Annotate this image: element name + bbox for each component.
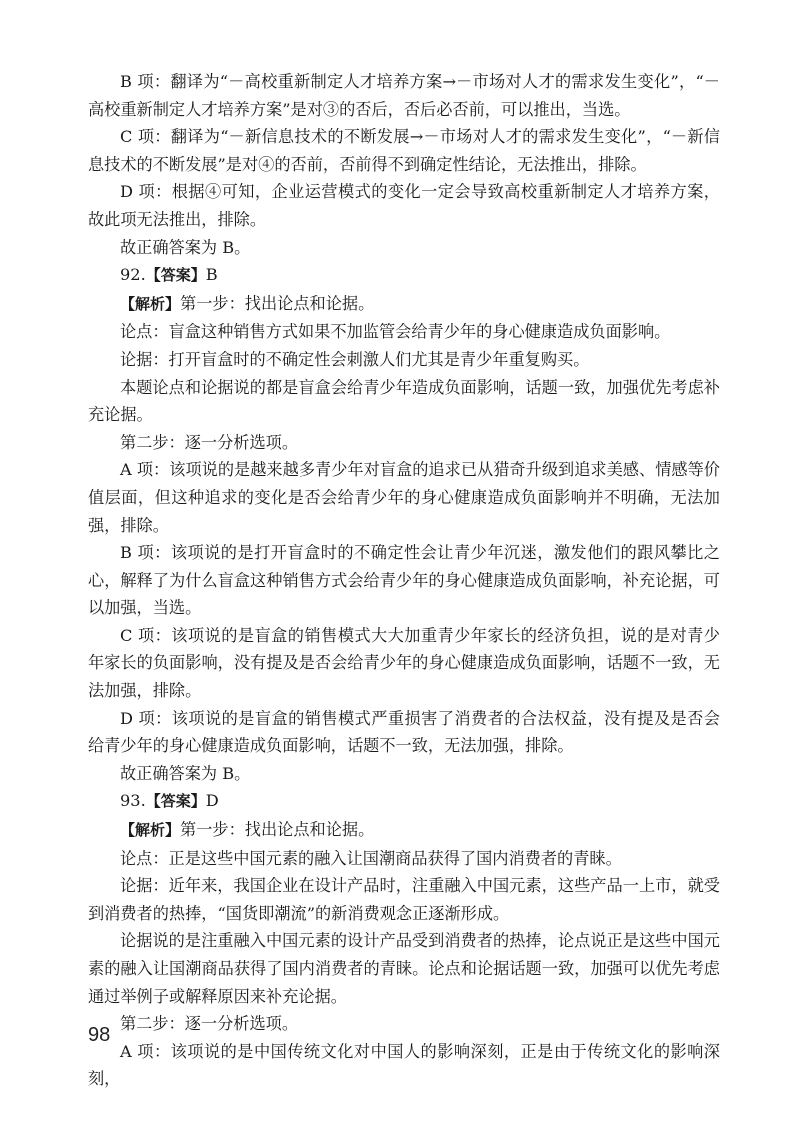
question-93-analysis: 【解析】第一步：找出论点和论据。 — [120, 820, 375, 840]
question-92-analysis: 【解析】第一步：找出论点和论据。 — [120, 293, 375, 313]
paragraph-step-two: 第二步：逐一分析选项。 — [120, 1014, 299, 1034]
analysis-tag: 【解析】 — [120, 821, 181, 840]
paragraph-b-option: B 项：翻译为“－高校重新制定人才培养方案→－市场对人才的需求发生变化”，“－高校重新制定人才培养方案”是对③的否后，否后必否前，可以推出，当选。 — [88, 72, 720, 119]
question-92-answer: 92.【答案】B — [120, 265, 218, 285]
paragraph-a-option: A 项：该项说的是中国传统文化对中国人的影响深刻，正是由于传统文化的影响深刻， — [88, 1041, 720, 1089]
paragraph-evidence: 论据：近年来，我国企业在设计产品时，注重融入中国元素，这些产品一上市，就受到消费者的热捧，“国货即潮流”的新消费观念正逐渐形成。 — [88, 876, 720, 923]
paragraph-summary: 论据说的是注重融入中国元素的设计产品受到消费者的热捧，论点说正是这些中国元素的融入让国潮商品获得了国内消费者的青睐。论点和论据话题一致，加强可以优先考虑通过举例子或解释原因来补充论据。 — [88, 931, 720, 1006]
paragraph-d-option: D 项：根据④可知，企业运营模式的变化一定会导致高校重新制定人才培养方案，故此项无法推出，排除。 — [88, 182, 720, 229]
paragraph-c-option: C 项：该项说的是盲盒的销售模式大大加重青少年家长的经济负担，说的是对青少年家长的负面影响，没有提及是否会给青少年的身心健康造成负面影响，话题不一致，无法加强，排除。 — [88, 625, 720, 701]
paragraph-b-option: B 项：该项说的是打开盲盒时的不确定性会让青少年沉迷，激发他们的跟风攀比之心，解释了为什么盲盒这种销售方式会给青少年的身心健康造成负面影响，补充论据，可以加强，当选。 — [88, 543, 720, 618]
analysis-tag: 【解析】 — [120, 294, 181, 313]
paragraph-c-option: C 项：翻译为“－新信息技术的不断发展→－市场对人才的需求发生变化”，“－新信息技术的不断发展”是对④的否前，否前得不到确定性结论，无法推出，排除。 — [88, 127, 720, 174]
paragraph-argument: 论点：盲盒这种销售方式如果不加监管会给青少年的身心健康造成负面影响。 — [120, 322, 671, 342]
answer-tag: 【答案】 — [145, 792, 206, 811]
paragraph-d-option: D 项：该项说的是盲盒的销售模式严重损害了消费者的合法权益，没有提及是否会给青少年的身心健康造成负面影响，话题不一致，无法加强，排除。 — [88, 708, 720, 756]
paragraph-argument: 论点：正是这些中国元素的融入让国潮商品获得了国内消费者的青睐。 — [120, 848, 622, 868]
paragraph-answer-conclusion: 故正确答案为 B。 — [120, 763, 251, 783]
page-number: 98 — [88, 1024, 111, 1046]
paragraph-a-option: A 项：该项说的是越来越多青少年对盲盒的追求已从猎奇升级到追求美感、情感等价值层面，但这种追求的变化是否会给青少年的身心健康造成负面影响并不明确，无法加强，排除。 — [88, 460, 720, 535]
paragraph-step-two: 第二步：逐一分析选项。 — [120, 432, 299, 452]
paragraph-summary: 本题论点和论据说的都是盲盒会给青少年造成负面影响，话题一致，加强优先考虑补充论据。 — [88, 377, 720, 425]
body-text — [88, 68, 720, 1093]
paragraph-answer-conclusion: 故正确答案为 B。 — [120, 237, 251, 257]
paragraph-evidence: 论据：打开盲盒时的不确定性会刺激人们尤其是青少年重复购买。 — [120, 349, 590, 369]
question-93-answer: 93.【答案】D — [120, 791, 219, 811]
answer-tag: 【答案】 — [145, 266, 206, 285]
